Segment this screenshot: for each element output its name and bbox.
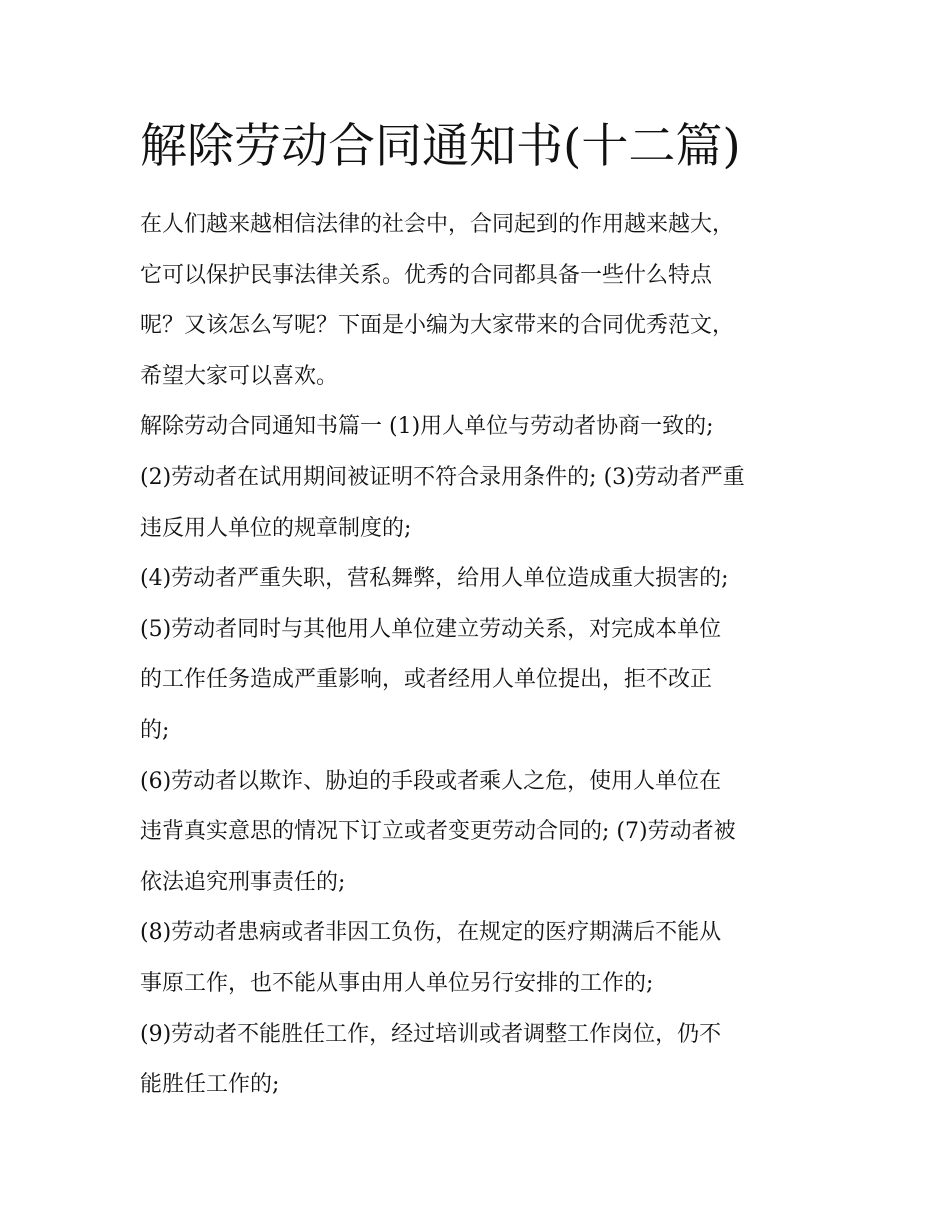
body-text-line: 的工作任务造成严重影响，或者经用人单位提出，拒不改正 xyxy=(140,667,713,693)
body-text-line: 呢？又该怎么写呢？下面是小编为大家带来的合同优秀范文， xyxy=(140,313,735,339)
body-text-line: (5)劳动者同时与其他用人单位建立劳动关系，对完成本单位 xyxy=(140,616,722,642)
body-text-line: (6)劳动者以欺诈、胁迫的手段或者乘人之危，使用人单位在 xyxy=(140,768,722,794)
body-text-line: (4)劳动者严重失职，营私舞弊，给用人单位造成重大损害的; xyxy=(140,566,729,592)
document-title: 解除劳动合同通知书(十二篇) xyxy=(140,119,741,174)
body-text-line: 希望大家可以喜欢。 xyxy=(140,363,339,389)
body-text-line: 它可以保护民事法律关系。优秀的合同都具备一些什么特点 xyxy=(140,262,713,288)
body-text-line: 能胜任工作的; xyxy=(140,1072,280,1098)
body-text-line: 违背真实意思的情况下订立或者变更劳动合同的; (7)劳动者被 xyxy=(140,819,736,845)
body-text-line: 的; xyxy=(140,717,170,743)
body-text-line: 事原工作，也不能从事由用人单位另行安排的工作的; xyxy=(140,970,654,996)
body-text-line: 违反用人单位的规章制度的; xyxy=(140,515,412,541)
body-text-line: 在人们越来越相信法律的社会中，合同起到的作用越来越大， xyxy=(140,212,735,237)
body-text-line: 解除劳动合同通知书篇一 (1)用人单位与劳动者协商一致的; xyxy=(140,414,714,440)
body-text-line: (8)劳动者患病或者非因工负伤，在规定的医疗期满后不能从 xyxy=(140,920,722,946)
body-text-line: 依法追究刑事责任的; xyxy=(140,869,346,895)
document-body xyxy=(140,200,820,1111)
body-text-line: (9)劳动者不能胜任工作，经过培训或者调整工作岗位，仍不 xyxy=(140,1021,722,1047)
body-text-line: (2)劳动者在试用期间被证明不符合录用条件的; (3)劳动者严重 xyxy=(140,464,745,490)
